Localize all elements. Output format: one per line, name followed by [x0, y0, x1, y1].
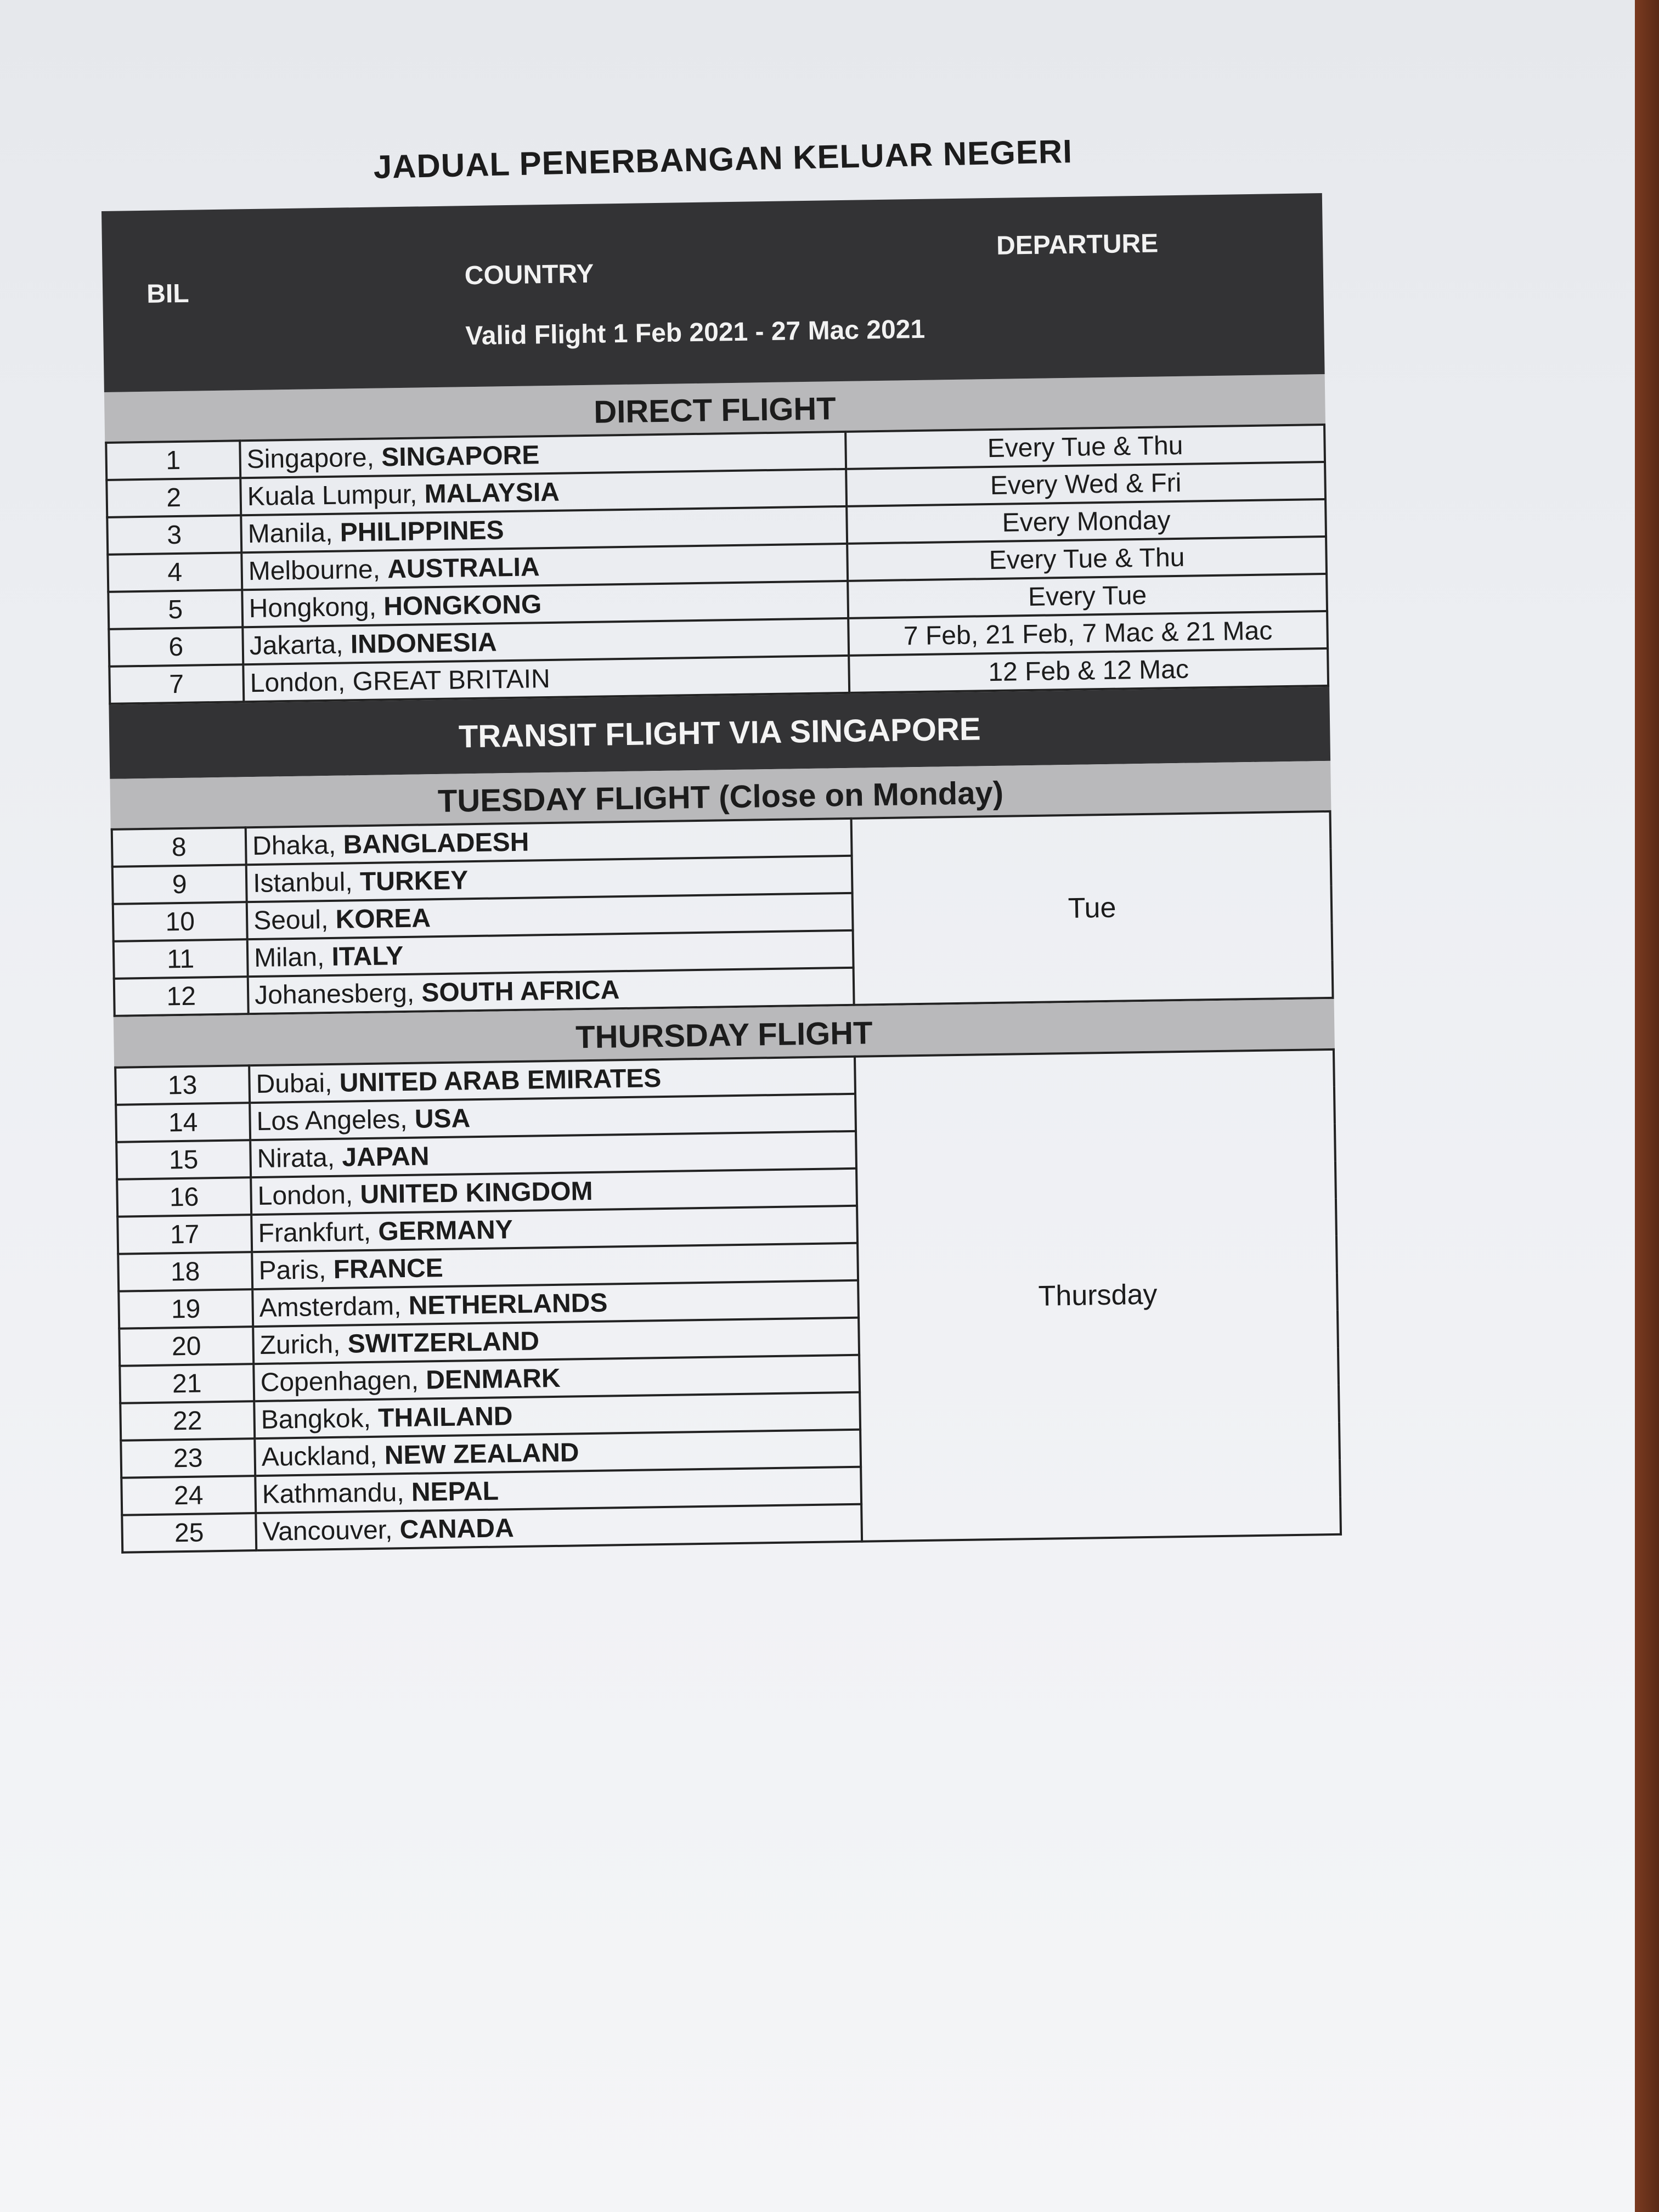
city-name: Auckland, — [261, 1441, 377, 1472]
row-number: 24 — [121, 1476, 256, 1515]
row-number: 19 — [119, 1289, 253, 1329]
country-name: FRANCE — [333, 1253, 444, 1284]
tuesday-departure: Tue — [851, 811, 1333, 1005]
flight-schedule — [101, 193, 1342, 1554]
city-name: Johanesberg, — [254, 978, 415, 1010]
city-name: London, — [250, 667, 346, 698]
country-name: INDONESIA — [350, 627, 497, 659]
row-number: 13 — [115, 1065, 250, 1105]
country-name: UNITED ARAB EMIRATES — [339, 1063, 662, 1098]
city-name: Milan, — [253, 942, 325, 973]
city-name: Copenhagen, — [260, 1365, 419, 1397]
row-number: 1 — [106, 441, 240, 480]
direct-flight-title: DIRECT FLIGHT — [104, 374, 1325, 442]
country-name: NEPAL — [411, 1476, 499, 1507]
country-name: USA — [414, 1103, 471, 1134]
tuesday-flight-title: TUESDAY FLIGHT (Close on Monday) — [110, 761, 1331, 828]
country-name: TURKEY — [359, 865, 469, 896]
city-name: Seoul, — [253, 905, 329, 935]
row-number: 16 — [117, 1177, 251, 1217]
country-name: SWITZERLAND — [347, 1326, 540, 1359]
country-name: KOREA — [335, 903, 431, 934]
row-number: 25 — [122, 1513, 256, 1553]
thursday-flight-title: THURSDAY FLIGHT — [114, 999, 1335, 1066]
header-country: COUNTRY — [464, 259, 594, 291]
city-name: Zurich, — [259, 1329, 341, 1360]
row-number: 3 — [107, 515, 241, 555]
row-number: 2 — [106, 478, 241, 517]
transit-title: TRANSIT FLIGHT VIA SINGAPORE — [109, 687, 1330, 779]
row-number: 4 — [108, 552, 242, 592]
row-number: 18 — [118, 1252, 252, 1291]
row-number: 12 — [114, 977, 249, 1016]
row-number: 9 — [112, 865, 247, 904]
city-name: Los Angeles, — [256, 1104, 408, 1136]
departure-cell: Every Tue & Thu — [847, 537, 1327, 581]
row-number: 6 — [109, 627, 243, 667]
departure-cell: Every Tue & Thu — [845, 425, 1325, 469]
country-name: AUSTRALIA — [387, 552, 540, 584]
city-name: Melbourne, — [248, 555, 381, 586]
city-name: Frankfurt, — [258, 1217, 371, 1248]
city-name: Vancouver, — [262, 1515, 393, 1547]
city-name: Dubai, — [256, 1068, 332, 1099]
city-name: Amsterdam, — [259, 1291, 402, 1323]
city-name: Kuala Lumpur, — [247, 479, 417, 511]
country-name: JAPAN — [341, 1141, 430, 1172]
departure-cell: Every Monday — [847, 499, 1326, 544]
city-name: Manila, — [247, 518, 333, 549]
header-bil: BIL — [146, 279, 189, 309]
country-name: HONGKONG — [383, 589, 542, 621]
row-number: 22 — [120, 1401, 255, 1441]
row-number: 8 — [112, 827, 246, 867]
row-number: 7 — [109, 664, 244, 704]
thursday-flight-table — [114, 1048, 1342, 1554]
country-name: PHILIPPINES — [340, 515, 504, 548]
country-name: SINGAPORE — [381, 440, 540, 472]
city-name: Nirata, — [257, 1143, 335, 1173]
country-name: CANADA — [399, 1513, 515, 1544]
row-number: 15 — [116, 1140, 251, 1180]
departure-cell: 12 Feb & 12 Mac — [849, 648, 1328, 693]
country-name: MALAYSIA — [424, 477, 560, 509]
departure-cell: 7 Feb, 21 Feb, 7 Mac & 21 Mac — [848, 611, 1328, 656]
departure-cell: Every Wed & Fri — [846, 462, 1325, 506]
country-name: SOUTH AFRICA — [421, 975, 620, 1007]
header-validity: Valid Flight 1 Feb 2021 - 27 Mac 2021 — [465, 314, 926, 351]
row-number: 14 — [116, 1103, 250, 1142]
row-number: 11 — [114, 939, 248, 979]
departure-cell: Every Tue — [848, 574, 1327, 618]
table-edge-background — [1635, 0, 1659, 2212]
country-name: GREAT BRITAIN — [352, 664, 551, 696]
row-number: 10 — [113, 902, 247, 941]
city-name: Paris, — [258, 1255, 326, 1285]
country-name: BANGLADESH — [343, 827, 529, 860]
row-number: 23 — [121, 1438, 255, 1478]
header-departure: DEPARTURE — [996, 229, 1159, 261]
table-header — [101, 193, 1325, 392]
country-name: NETHERLANDS — [408, 1288, 608, 1321]
row-number: 21 — [120, 1364, 254, 1403]
city-name: Kathmandu, — [262, 1477, 404, 1509]
row-number: 17 — [117, 1215, 252, 1254]
city-name: Jakarta, — [249, 630, 343, 661]
country-name: ITALY — [331, 941, 404, 972]
country-name: NEW ZEALAND — [384, 1437, 579, 1470]
city-name: Bangkok, — [261, 1403, 371, 1435]
city-name: Istanbul, — [252, 867, 353, 898]
country-name: THAILAND — [377, 1401, 513, 1433]
city-name: Singapore, — [246, 443, 375, 474]
row-number: 20 — [119, 1327, 253, 1366]
tuesday-flight-table — [111, 810, 1334, 1017]
country-name: DENMARK — [425, 1363, 561, 1395]
city-name: Dhaka, — [252, 830, 336, 861]
direct-flight-table — [105, 424, 1329, 705]
thursday-departure: Thursday — [855, 1049, 1341, 1542]
country-name: UNITED KINGDOM — [360, 1176, 593, 1209]
row-number: 5 — [108, 590, 242, 629]
page-title: JADUAL PENERBANGAN KELUAR NEGERI — [373, 133, 1073, 185]
city-name: London, — [257, 1180, 353, 1211]
city-name: Hongkong, — [249, 592, 377, 623]
country-name: GERMANY — [377, 1215, 514, 1246]
